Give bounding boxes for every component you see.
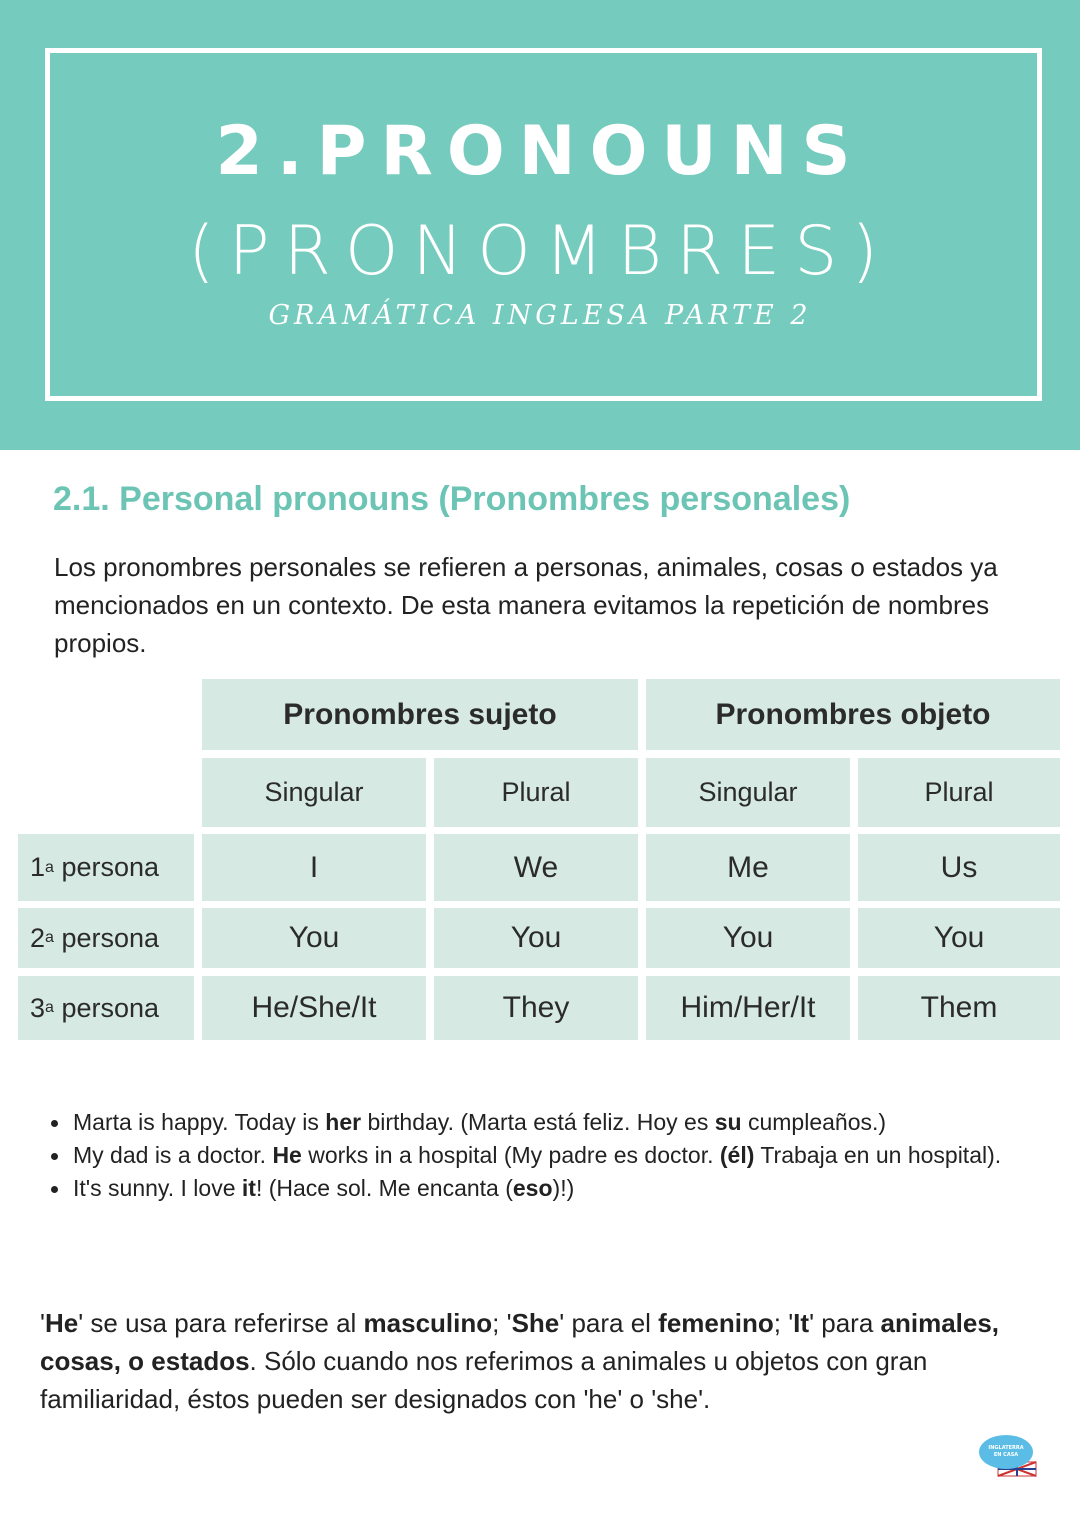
pronoun-cell: I bbox=[202, 834, 426, 901]
person-label: persona bbox=[61, 992, 160, 1023]
section-heading: 2.1. Personal pronouns (Pronombres personales) bbox=[53, 480, 851, 518]
pronoun-cell: Us bbox=[858, 834, 1060, 901]
bold-term: masculino bbox=[363, 1308, 493, 1338]
person-number: 2 bbox=[30, 922, 46, 953]
pronoun-cell: You bbox=[858, 908, 1060, 968]
subheader: Plural bbox=[434, 758, 638, 827]
example-text: )!) bbox=[552, 1175, 575, 1201]
bold-term: It bbox=[793, 1308, 810, 1338]
tagline: GRAMÁTICA INGLESA PARTE 2 bbox=[268, 300, 812, 331]
example-text: My dad is a doctor. bbox=[73, 1142, 273, 1168]
page-subtitle: (PRONOMBRES) bbox=[188, 212, 892, 291]
group-header-subject: Pronombres sujeto bbox=[202, 679, 638, 750]
example-text: cumpleaños.) bbox=[741, 1109, 887, 1135]
inglaterra-en-casa-logo bbox=[978, 1432, 1038, 1478]
bold-pronoun: eso bbox=[512, 1175, 553, 1201]
gender-note bbox=[40, 1304, 1000, 1418]
bold-pronoun: it bbox=[241, 1175, 256, 1201]
ordinal-mark: a bbox=[45, 929, 54, 946]
bold-term: animales, cosas, o estados bbox=[40, 1308, 1000, 1376]
example-item bbox=[73, 1172, 1003, 1205]
bold-term: femenino bbox=[658, 1308, 774, 1338]
examples-list bbox=[73, 1106, 1003, 1205]
pronoun-cell: Me bbox=[646, 834, 850, 901]
page-title: 2.PRONOUNS bbox=[215, 112, 865, 191]
intro-paragraph: Los pronombres personales se refieren a personas, animales, cosas o estados ya mencionados en un contexto. De esta manera evitamos la repetición de nombres propios. bbox=[54, 552, 998, 658]
group-header-object: Pronombres objeto bbox=[646, 679, 1060, 750]
note-text: . Sólo cuando nos referimos a animales u objetos con gran familiaridad, éstos pueden ser designados con 'he' o 'she'. bbox=[40, 1346, 928, 1414]
pronoun-cell: Them bbox=[858, 976, 1060, 1040]
subheader: Plural bbox=[858, 758, 1060, 827]
svg-text:INGLATERRA: INGLATERRA bbox=[988, 1445, 1024, 1451]
ordinal-mark: a bbox=[45, 999, 54, 1016]
note-text: ' bbox=[40, 1308, 45, 1338]
subheader: Singular bbox=[646, 758, 850, 827]
subheader: Singular bbox=[202, 758, 426, 827]
example-item bbox=[73, 1106, 1003, 1139]
example-text: birthday. (Marta está feliz. Hoy es bbox=[361, 1109, 715, 1135]
bold-term: He bbox=[44, 1308, 79, 1338]
pronoun-cell: They bbox=[434, 976, 638, 1040]
bold-pronoun: (él) bbox=[719, 1142, 755, 1168]
bold-pronoun: He bbox=[272, 1142, 302, 1168]
example-text: works in a hospital (My padre es doctor. bbox=[301, 1142, 720, 1168]
note-text: ; ' bbox=[492, 1308, 512, 1338]
person-number: 3 bbox=[30, 992, 46, 1023]
note-text: ' para el bbox=[559, 1308, 659, 1338]
person-label: persona bbox=[61, 922, 160, 953]
note-text: ; ' bbox=[773, 1308, 794, 1338]
bold-term: She bbox=[511, 1308, 560, 1338]
example-item bbox=[73, 1139, 1003, 1172]
example-text: Marta is happy. Today is bbox=[73, 1109, 326, 1135]
pronoun-cell: You bbox=[434, 908, 638, 968]
title-banner bbox=[0, 0, 1080, 450]
pronoun-cell: You bbox=[646, 908, 850, 968]
bold-pronoun: her bbox=[325, 1109, 362, 1135]
example-text: ! (Hace sol. Me encanta ( bbox=[255, 1175, 513, 1201]
pronoun-cell: Him/Her/It bbox=[646, 976, 850, 1040]
person-number: 1 bbox=[30, 852, 46, 882]
note-text: ' para bbox=[809, 1308, 881, 1338]
row-label bbox=[18, 976, 194, 1040]
pronoun-cell: We bbox=[434, 834, 638, 901]
pronoun-cell: He/She/It bbox=[202, 976, 426, 1040]
example-text: Trabaja en un hospital). bbox=[754, 1142, 1002, 1168]
svg-text:EN CASA: EN CASA bbox=[993, 1452, 1019, 1458]
person-label: persona bbox=[61, 852, 160, 882]
pronoun-cell: You bbox=[202, 908, 426, 968]
bold-pronoun: su bbox=[714, 1109, 742, 1135]
row-label bbox=[18, 908, 194, 968]
ordinal-mark: a bbox=[45, 858, 54, 876]
note-text: ' se usa para referirse al bbox=[78, 1308, 364, 1338]
example-text: It's sunny. I love bbox=[73, 1175, 242, 1201]
row-label bbox=[18, 834, 194, 901]
